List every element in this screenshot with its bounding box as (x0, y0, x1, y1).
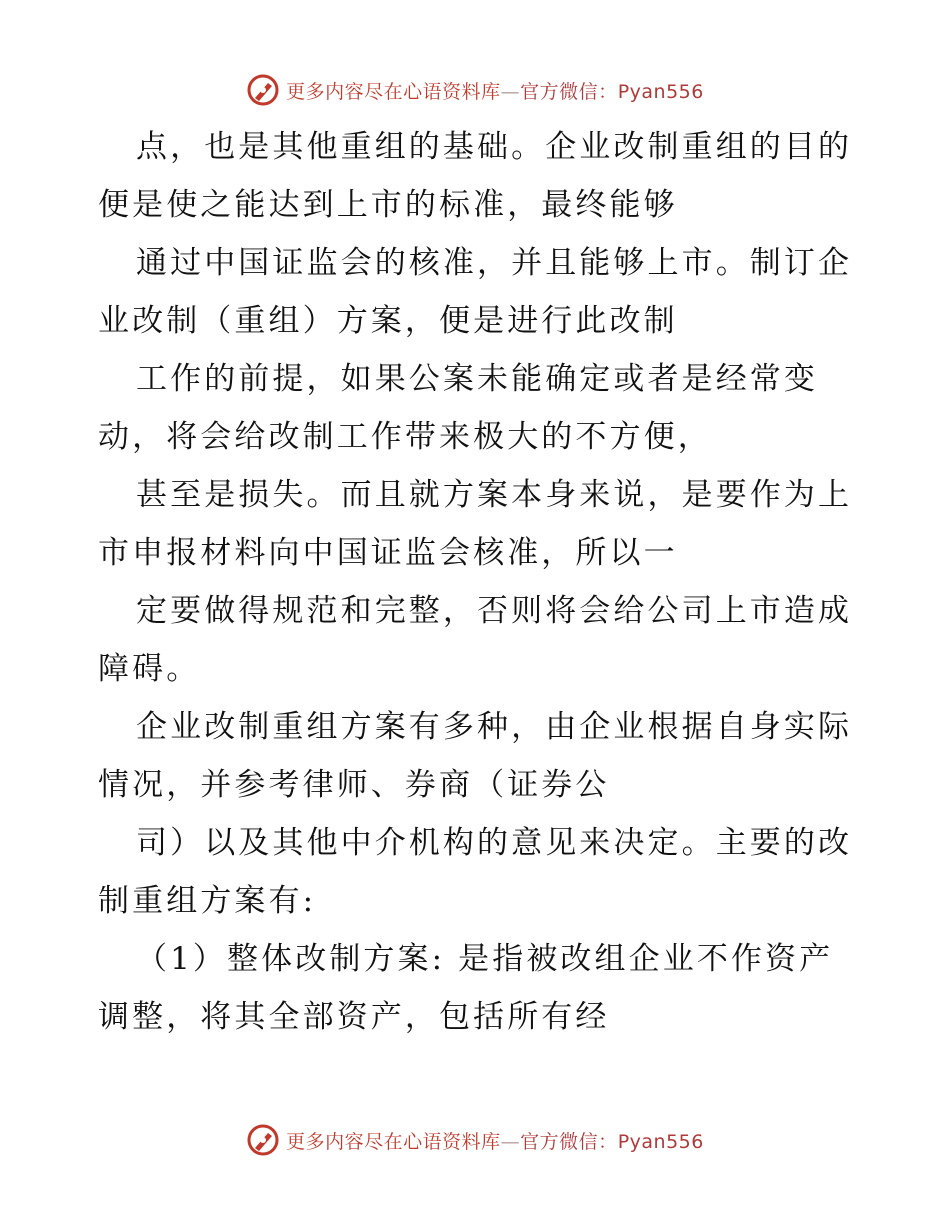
banner-main-text: 更多内容尽在心语资料库 (286, 80, 501, 103)
body-line: （1）整体改制方案: 是指被改组企业不作资产 (136, 941, 834, 977)
header-banner (0, 70, 950, 110)
body-line: 工作的前提，如果公案未能确定或者是经常变 (136, 361, 818, 397)
body-line: 障碍。 (98, 651, 201, 687)
pen-logo-icon (246, 73, 280, 107)
document-body (98, 118, 852, 1046)
body-line: 通过中国证监会的核准，并且能够上市。制订企 (136, 245, 853, 281)
body-line: 点，也是其他重组的基础。企业改制重组的目的 (136, 129, 853, 165)
body-line: 便是使之能达到上市的标准，最终能够 (98, 187, 678, 223)
body-line: 情况，并参考律师、券商（证券公 (98, 767, 610, 803)
banner-text (286, 1127, 704, 1154)
body-line: 制重组方案有: (98, 883, 317, 919)
body-line: 企业改制重组方案有多种，由企业根据自身实际 (136, 709, 853, 745)
body-line: 甚至是损失。而且就方案本身来说，是要作为上 (136, 477, 853, 513)
pen-logo-icon (246, 1123, 280, 1157)
body-line: 调整，将其全部资产，包括所有经 (98, 999, 610, 1035)
banner-main-text: 更多内容尽在心语资料库 (286, 1130, 501, 1153)
banner-wechat-label: 官方微信： (520, 80, 618, 103)
banner-separator: — (500, 80, 521, 103)
banner-text (286, 77, 704, 104)
banner-wechat-label: 官方微信： (520, 1130, 618, 1153)
body-line: 司）以及其他中介机构的意见来决定。主要的改 (136, 825, 853, 861)
banner-wechat-id: Pyan556 (617, 1130, 704, 1153)
body-line: 动，将会给改制工作带来极大的不方便， (98, 419, 712, 455)
body-line: 市申报材料向中国证监会核准，所以一 (98, 535, 678, 571)
body-line: 定要做得规范和完整，否则将会给公司上市造成 (136, 593, 853, 629)
banner-separator: — (500, 1130, 521, 1153)
banner-wechat-id: Pyan556 (617, 80, 704, 103)
body-line: 业改制（重组）方案，便是进行此改制 (98, 303, 678, 339)
footer-banner (0, 1120, 950, 1160)
